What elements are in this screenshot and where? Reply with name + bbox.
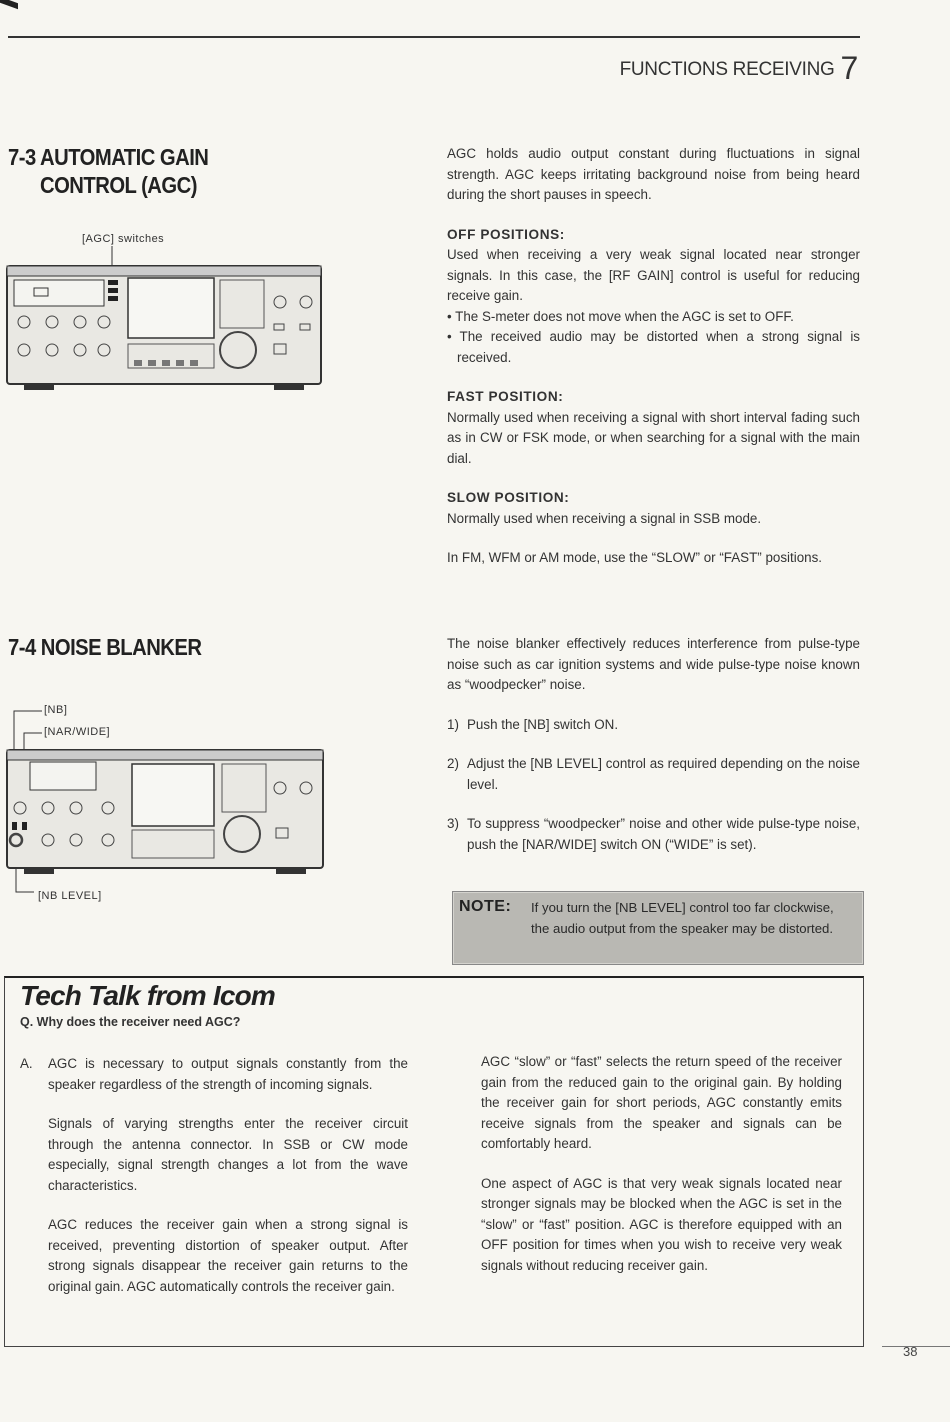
agc-figure-caption: [AGC] switches	[82, 233, 165, 245]
fm-mode-note: In FM, WFM or AM mode, use the “SLOW” or “FAST” positions.	[447, 550, 823, 565]
slow-text: Normally used when receiving a signal in SSB mode.	[447, 510, 762, 526]
tech-talk-paragraph: AGC reduces the receiver gain when a strong signal is received, preventing distortion of speaker output. After strong signals disappear the receiver gain returns to the original gain. AGC automatically controls the receiver gain.	[48, 1217, 408, 1294]
chapter-number: 7	[840, 50, 858, 86]
step-number: 2)	[447, 756, 459, 771]
slow-heading: SLOW POSITION:	[447, 490, 570, 505]
fast-heading: FAST POSITION:	[447, 389, 564, 404]
tech-talk-title: Tech Talk from Icom	[20, 980, 276, 1011]
agc-intro: AGC holds audio output constant during fluctuations in signal strength. AGC keeps irritating background noise from being heard during the short pauses in speech.	[447, 146, 860, 202]
tech-talk-left-column	[48, 1054, 408, 1316]
nblevel-label: [NB LEVEL]	[38, 890, 102, 902]
off-bullet-1: • The S-meter does not move when the AGC is set to OFF.	[447, 308, 794, 324]
note-label: NOTE:	[459, 898, 512, 915]
section-7-3-body	[447, 144, 860, 588]
off-bullet-2: • The received audio may be distorted when a strong signal is received.	[447, 329, 860, 365]
off-text: Used when receiving a very weak signal located near stronger signals. In this case, the [RF GAIN] control is useful for reducing receive gain.	[447, 247, 860, 303]
top-rule	[8, 36, 860, 38]
tech-talk-question: Q. Why does the receiver need AGC?	[20, 1015, 241, 1029]
tech-talk-paragraph: Signals of varying strengths enter the receiver circuit through the antenna connector. In SSB or CW mode especially, signal strength changes a lot from the wave characteristics.	[48, 1116, 408, 1193]
step-text: To suppress “woodpecker” noise and other wide pulse-type noise, push the [NAR/WIDE] switch ON (“WIDE” is set).	[467, 816, 860, 852]
nb-step-1	[447, 715, 860, 736]
corner-mark	[0, 0, 18, 9]
tech-talk-paragraph: One aspect of AGC is that very weak signals located near stronger signals may be blocked when the AGC is set in the “slow” or “fast” position. AGC is therefore equipped with an OFF position for times when you wish to receive very weak signals without reducing receiver gain.	[481, 1175, 842, 1273]
step-number: 1)	[447, 716, 459, 732]
page-header	[620, 50, 858, 87]
off-heading: OFF POSITIONS:	[447, 226, 565, 242]
section-7-4-body	[447, 634, 860, 874]
step-text: Adjust the [NB LEVEL] control as required depending on the noise level.	[467, 756, 860, 792]
section-7-4-title: 7-4 NOISE BLANKER	[8, 634, 202, 660]
note-text: If you turn the [NB LEVEL] control too far clockwise, the audio output from the speaker may be distorted.	[531, 900, 834, 936]
section-7-3-title-line2: CONTROL (AGC)	[40, 172, 197, 198]
nb-step-2	[447, 754, 860, 795]
radio-front-panel-nb-figure	[4, 704, 326, 904]
radio-front-panel-agc-figure	[4, 244, 324, 394]
page-number: 38	[903, 1344, 918, 1359]
section-7-3-title-line1: 7-3 AUTOMATIC GAIN	[8, 144, 209, 170]
narwide-label: [NAR/WIDE]	[44, 726, 111, 738]
step-number: 3)	[447, 816, 459, 831]
tech-talk-paragraph: AGC is necessary to output signals constantly from the speaker regardless of the strength of incoming signals.	[48, 1056, 408, 1092]
nb-label: [NB]	[44, 704, 68, 716]
nb-intro: The noise blanker effectively reduces interference from pulse-type noise such as car ignition systems and wide pulse-type noise known as “woodpecker” noise.	[447, 636, 860, 692]
header-title: FUNCTIONS RECEIVING	[619, 59, 835, 80]
nb-step-3	[447, 814, 860, 855]
answer-label: A.	[20, 1056, 33, 1071]
fast-text: Normally used when receiving a signal with short interval fading such as in CW or FSK mode, or when searching for a signal with the main dial.	[447, 409, 860, 466]
tech-talk-paragraph: AGC “slow” or “fast” selects the return speed of the receiver gain from the reduced gain to the original gain. By holding the receiver gain for short periods, AGC constantly emits receive signals from the speaker and signals can be comfortably heard.	[481, 1054, 842, 1151]
tech-talk-right-column	[481, 1052, 842, 1295]
step-text: Push the [NB] switch ON.	[467, 716, 619, 732]
